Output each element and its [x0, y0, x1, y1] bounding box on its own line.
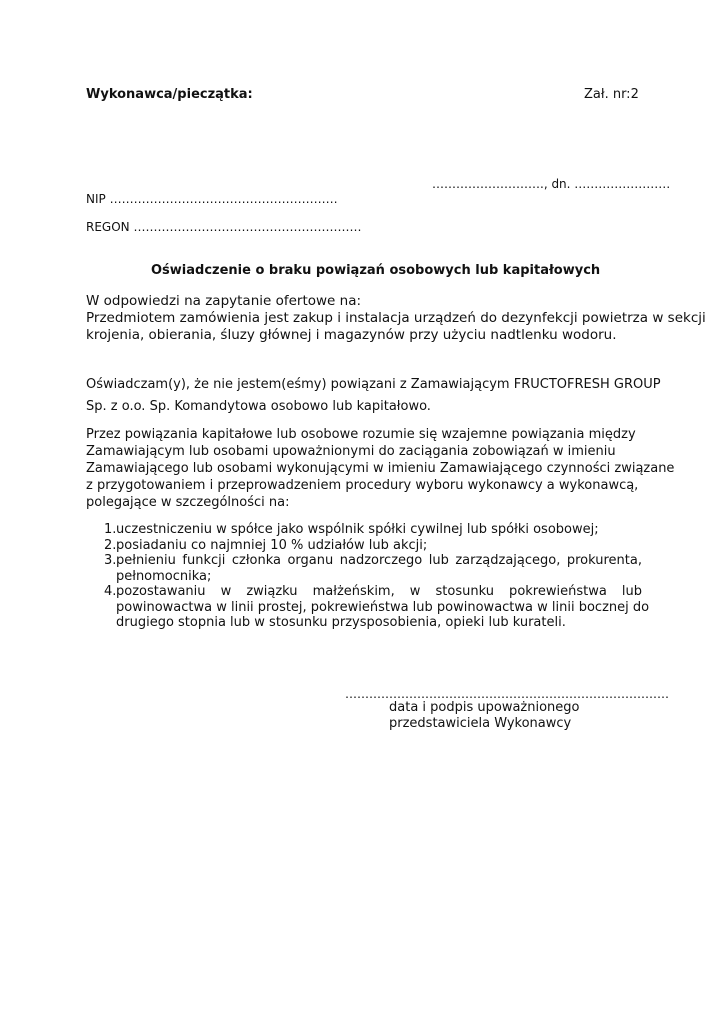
list-item	[86, 538, 642, 554]
declaration-title: Oświadczenie o braku powiązań osobowych lub kapitałowych	[151, 263, 601, 278]
definition-line: Zamawiającego lub osobami wykonującymi w imieniu Zamawiającego czynności związane	[86, 461, 675, 476]
regon-field: REGON …………………………………………………	[86, 220, 362, 234]
list-item-number: 1.	[104, 522, 117, 537]
list-item	[86, 584, 650, 631]
definition-line: z przygotowaniem i przeprowadzeniem procedury wyboru wykonawcy a wykonawcą,	[86, 478, 639, 493]
list-item-text: powinowactwa w linii prostej, pokrewieństwa lub powinowactwa w linii bocznej do	[116, 599, 650, 615]
list-item-text: posiadaniu co najmniej 10 % udziałów lub akcji;	[116, 537, 428, 553]
list-item-text: drugiego stopnia lub w stosunku przysposobienia, opieki lub kurateli.	[116, 615, 566, 630]
place-date-field: ………………………., dn. ……………………	[432, 177, 671, 191]
definition-line: Przez powiązania kapitałowe lub osobowe rozumie się wzajemne powiązania między	[86, 427, 636, 442]
signature-caption-line: data i podpis upoważnionego	[389, 700, 580, 715]
definition-line: polegające w szczególności na:	[86, 495, 290, 510]
list-item-number: 3.	[104, 553, 117, 568]
statement-paragraph	[86, 374, 661, 418]
definition-paragraph	[86, 426, 675, 511]
intro-line: W odpowiedzi na zapytanie ofertowe na:	[86, 293, 362, 309]
attachment-number: Zał. nr:2	[584, 87, 639, 102]
signature-line: ………………………………………………………………………	[345, 687, 669, 701]
list-item-number: 4.	[104, 584, 117, 599]
signature-caption-line: przedstawiciela Wykonawcy	[389, 716, 572, 731]
list-item	[86, 553, 642, 584]
conditions-list	[86, 522, 650, 631]
nip-field: NIP …………………………………………………	[86, 192, 338, 206]
intro-paragraph	[86, 293, 706, 344]
statement-line: Sp. z o.o. Sp. Komandytowa osobowo lub kapitałowo.	[86, 399, 431, 414]
statement-line: Oświadczam(y), że nie jestem(eśmy) powiązani z Zamawiającym FRUCTOFRESH GROUP	[86, 377, 661, 392]
contractor-stamp-label: Wykonawca/pieczątka:	[86, 87, 253, 102]
list-item-text: pełnieniu funkcji członka organu nadzorczego lub zarządzającego, prokurenta,	[116, 553, 642, 568]
intro-line: Przedmiotem zamówienia jest zakup i instalacja urządzeń do dezynfekcji powietrza w sekcji	[86, 310, 706, 326]
intro-line: krojenia, obierania, śluzy głównej i magazynów przy użyciu nadtlenku wodoru.	[86, 327, 617, 343]
list-item-text: uczestniczeniu w spółce jako wspólnik spółki cywilnej lub spółki osobowej;	[116, 522, 599, 537]
list-item-text: pełnomocnika;	[116, 568, 212, 584]
signature-caption	[389, 700, 580, 732]
list-item-text: pozostawaniu w związku małżeńskim, w stosunku pokrewieństwa lub	[116, 584, 642, 599]
list-item	[86, 522, 642, 538]
list-item-number: 2.	[104, 537, 117, 553]
definition-line: Zamawiającym lub osobami upoważnionymi do zaciągania zobowiązań w imieniu	[86, 444, 616, 459]
